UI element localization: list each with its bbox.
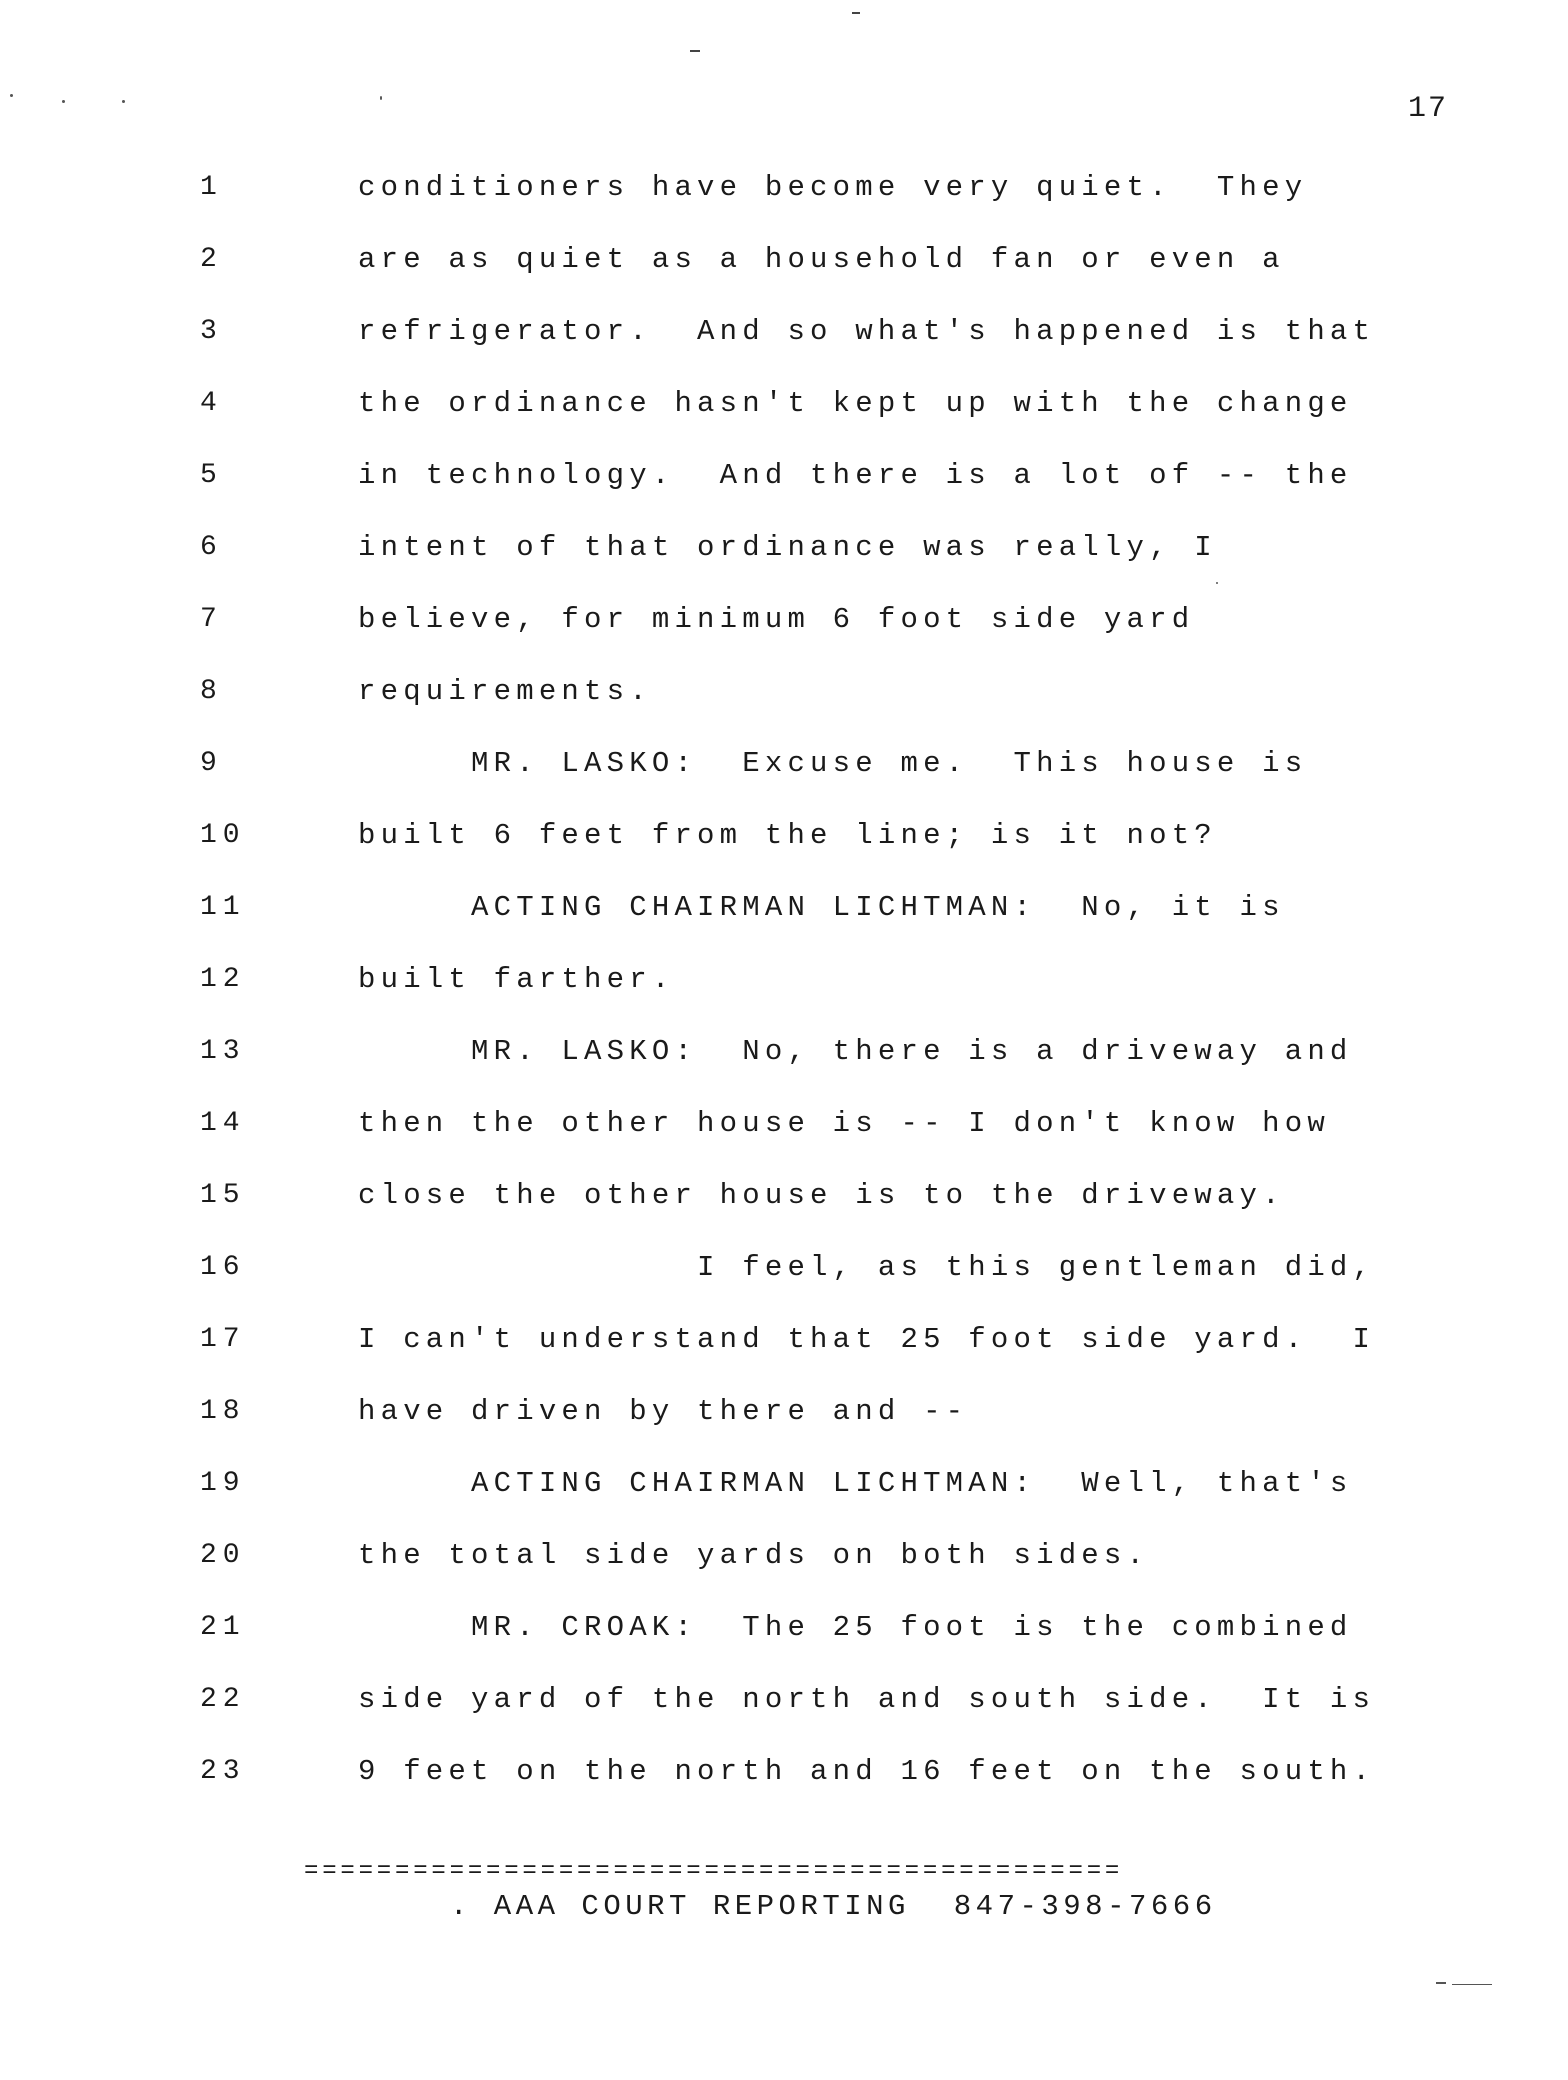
transcript-line	[0, 1104, 1568, 1144]
transcript-line	[0, 1536, 1568, 1576]
line-number: 3	[200, 316, 223, 347]
scan-mark	[852, 12, 860, 14]
line-text: the ordinance hasn't kept up with the change	[358, 387, 1353, 420]
line-text: ACTING CHAIRMAN LICHTMAN: Well, that's	[358, 1467, 1353, 1500]
line-text: built 6 feet from the line; is it not?	[358, 819, 1217, 852]
scan-speck	[122, 100, 125, 103]
line-text: MR. LASKO: Excuse me. This house is	[358, 747, 1308, 780]
line-text: intent of that ordinance was really, I	[358, 531, 1217, 564]
line-text: conditioners have become very quiet. They	[358, 171, 1308, 204]
line-number: 5	[200, 460, 223, 491]
page-number: 17	[1408, 92, 1449, 126]
transcript-line	[0, 312, 1568, 352]
scan-mark	[690, 50, 700, 52]
line-text: refrigerator. And so what's happened is that	[358, 315, 1376, 348]
transcript-line	[0, 1392, 1568, 1432]
line-number: 22	[200, 1684, 246, 1715]
line-text: then the other house is -- I don't know how	[358, 1107, 1330, 1140]
transcript-line	[0, 1752, 1568, 1792]
line-text: I can't understand that 25 foot side yard. I	[358, 1323, 1376, 1356]
line-text: have driven by there and --	[358, 1395, 969, 1428]
transcript-line	[0, 1032, 1568, 1072]
transcript-line	[0, 528, 1568, 568]
line-number: 9	[200, 748, 223, 779]
transcript-line	[0, 888, 1568, 928]
transcript-line	[0, 672, 1568, 712]
line-text: the total side yards on both sides.	[358, 1539, 1150, 1572]
transcript-line	[0, 1680, 1568, 1720]
transcript-line	[0, 1176, 1568, 1216]
transcript-line	[0, 1608, 1568, 1648]
line-text: I feel, as this gentleman did,	[358, 1251, 1376, 1284]
line-number: 11	[200, 892, 246, 923]
line-number: 15	[200, 1180, 246, 1211]
line-text: requirements.	[358, 675, 652, 708]
scan-speck	[62, 100, 65, 103]
footer-reporter: . AAA COURT REPORTING 847-398-7666	[450, 1890, 1217, 1923]
transcript-line	[0, 600, 1568, 640]
line-number: 6	[200, 532, 223, 563]
transcript-line	[0, 960, 1568, 1000]
transcript-line	[0, 168, 1568, 208]
line-number: 20	[200, 1540, 246, 1571]
line-number: 2	[200, 244, 223, 275]
line-number: 8	[200, 676, 223, 707]
line-number: 21	[200, 1612, 246, 1643]
line-number: 17	[200, 1324, 246, 1355]
line-text: close the other house is to the driveway.	[358, 1179, 1285, 1212]
line-number: 13	[200, 1036, 246, 1067]
transcript-line	[0, 1464, 1568, 1504]
line-text: 9 feet on the north and 16 feet on the south.	[358, 1755, 1376, 1788]
line-number: 19	[200, 1468, 246, 1499]
scan-speck	[10, 94, 13, 97]
line-number: 16	[200, 1252, 246, 1283]
transcript-line	[0, 240, 1568, 280]
scan-speck	[1436, 1982, 1446, 1984]
line-text: MR. LASKO: No, there is a driveway and	[358, 1035, 1353, 1068]
line-number: 10	[200, 820, 246, 851]
line-number: 7	[200, 604, 223, 635]
line-number: 12	[200, 964, 246, 995]
scan-speck	[1216, 582, 1218, 584]
footer-rule: =============================================	[304, 1858, 1124, 1885]
transcript-line	[0, 1248, 1568, 1288]
line-text: built farther.	[358, 963, 675, 996]
line-text: in technology. And there is a lot of -- the	[358, 459, 1353, 492]
transcript-line	[0, 744, 1568, 784]
transcript-line	[0, 456, 1568, 496]
line-text: side yard of the north and south side. It is	[358, 1683, 1376, 1716]
line-text: MR. CROAK: The 25 foot is the combined	[358, 1611, 1353, 1644]
scan-speck	[380, 96, 382, 100]
line-number: 1	[200, 172, 223, 203]
transcript-line	[0, 384, 1568, 424]
transcript-line	[0, 816, 1568, 856]
transcript-line	[0, 1320, 1568, 1360]
line-text: are as quiet as a household fan or even a	[358, 243, 1285, 276]
line-number: 18	[200, 1396, 246, 1427]
line-number: 23	[200, 1756, 246, 1787]
line-number: 14	[200, 1108, 246, 1139]
line-text: believe, for minimum 6 foot side yard	[358, 603, 1195, 636]
line-number: 4	[200, 388, 223, 419]
scan-speck	[1452, 1984, 1492, 1985]
line-text: ACTING CHAIRMAN LICHTMAN: No, it is	[358, 891, 1285, 924]
